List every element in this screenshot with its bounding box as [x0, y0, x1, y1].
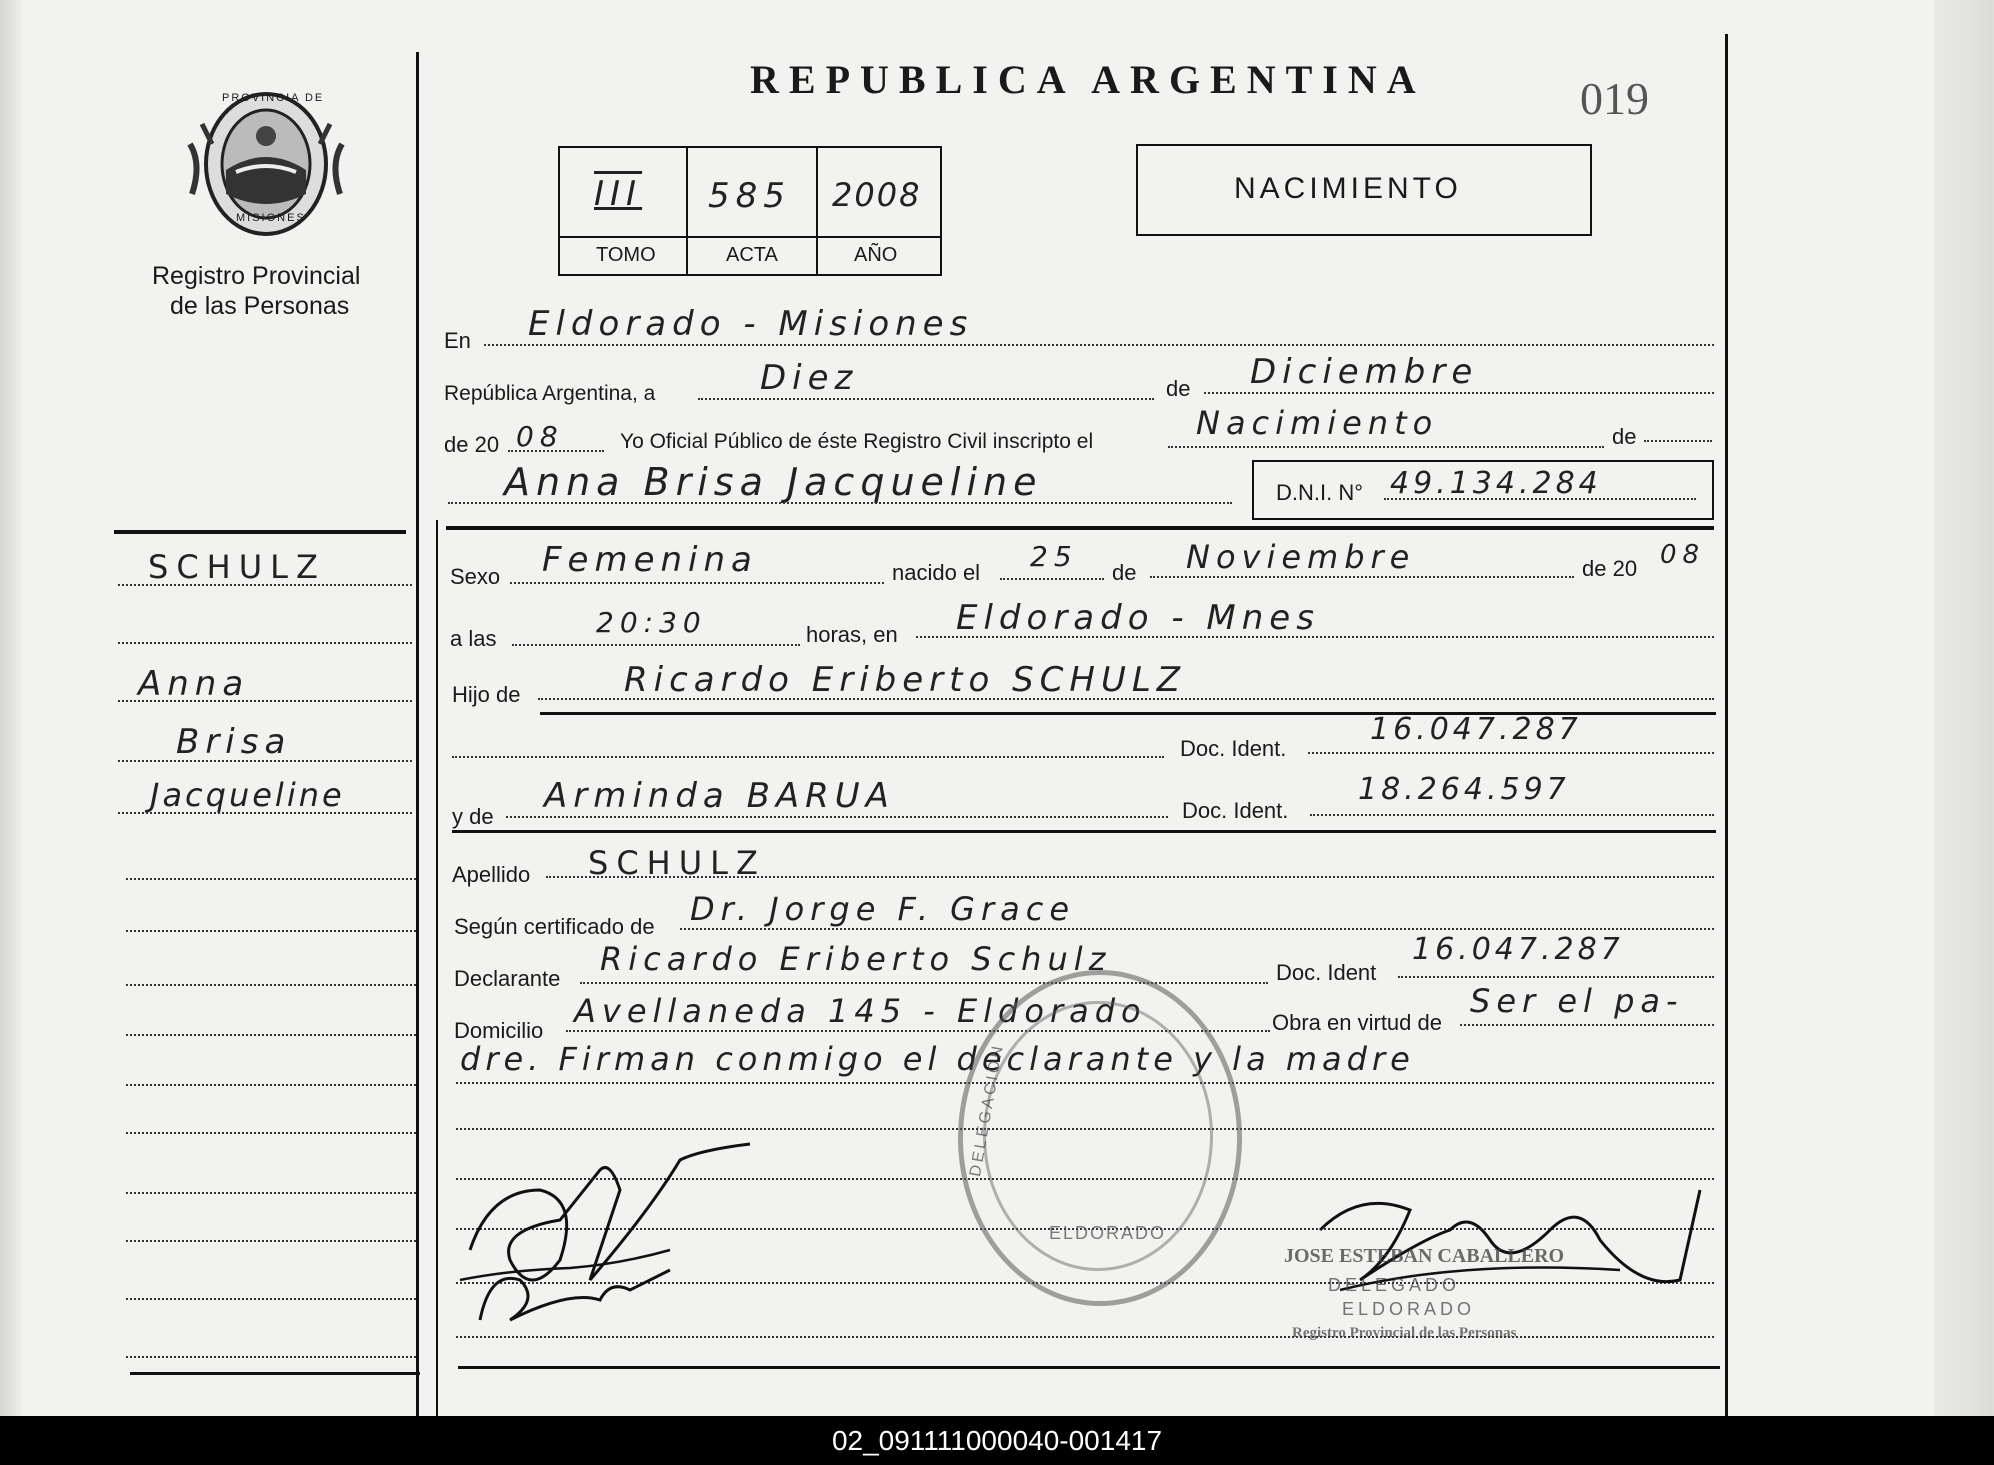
- dni-label: D.N.I. N°: [1276, 480, 1364, 505]
- sidebar-line-13: [126, 1240, 416, 1242]
- sidebar-line-2: [118, 642, 412, 644]
- registry-name-line2: de las Personas: [170, 292, 350, 320]
- page-edge: [1934, 0, 1994, 1416]
- mother-doc-value: 18.264.597: [1358, 772, 1570, 807]
- dni-box: [1252, 460, 1714, 520]
- bottom-rule: [458, 1366, 1720, 1369]
- document-title: REPUBLICA ARGENTINA: [750, 57, 1426, 102]
- day-value: Diez: [760, 358, 859, 398]
- seal-text-left: DELEGACIÓN: [967, 1042, 1008, 1178]
- sidebar-line-12: [126, 1192, 416, 1194]
- de-label-1: de: [1166, 376, 1191, 401]
- sexo-label: Sexo: [450, 564, 501, 589]
- sidebar-top-rule: [114, 530, 406, 534]
- father-doc-line: [1308, 752, 1714, 754]
- child-name-line: [448, 502, 1232, 504]
- stamp-line4: Registro Provincial de las Personas: [1292, 1325, 1517, 1341]
- tomo-label: TOMO: [596, 244, 656, 266]
- sidebar-line-8: [126, 984, 416, 986]
- mother-rule: [452, 830, 1716, 833]
- hour-value: 20:30: [596, 606, 707, 639]
- registry-seal-stamp: [958, 970, 1242, 1306]
- sidebar-line-11: [126, 1132, 416, 1134]
- day-line: [698, 398, 1154, 400]
- obra-label: Obra en virtud de: [1272, 1010, 1442, 1035]
- birth-month-line: [1150, 576, 1574, 578]
- en-label: En: [444, 328, 471, 353]
- de-label-2: de: [1612, 424, 1637, 449]
- en-value: Eldorado - Misiones: [528, 304, 974, 344]
- year-line: [508, 450, 604, 452]
- month-line: [1204, 392, 1714, 394]
- birth-month-value: Noviembre: [1186, 538, 1416, 576]
- hijo-label: Hijo de: [452, 682, 521, 707]
- sidebar-line-9: [126, 1034, 416, 1036]
- doc-ident-label-3: Doc. Ident: [1276, 960, 1377, 985]
- sidebar-surname: SCHULZ: [148, 548, 326, 586]
- sidebar-line-15: [126, 1356, 416, 1358]
- acta-value: 585: [708, 176, 791, 216]
- birth-day-value: 25: [1030, 540, 1078, 573]
- republica-label: República Argentina, a: [444, 382, 656, 405]
- tomo-value: III: [594, 174, 643, 214]
- scan-reference: 02_091111000040-001417: [831, 1425, 1163, 1456]
- registry-name-line1: Registro Provincial: [152, 262, 361, 290]
- domicilio-label: Domicilio: [454, 1018, 544, 1043]
- dni-line: [1384, 498, 1696, 500]
- apellido-value: SCHULZ: [588, 844, 766, 882]
- sidebar-bottom-rule: [130, 1372, 420, 1375]
- doc-ident-label-2: Doc. Ident.: [1182, 798, 1289, 823]
- sidebar-divider: [436, 520, 438, 1416]
- oficial-label: Yo Oficial Público de éste Registro Civil inscripto el: [620, 430, 1094, 453]
- sexo-line: [510, 582, 884, 584]
- sidebar-line-10: [126, 1084, 416, 1086]
- certificado-line: [680, 928, 1714, 930]
- month-value: Diciembre: [1250, 352, 1479, 392]
- record-box: [558, 146, 942, 276]
- declarante-value: Ricardo Eriberto Schulz: [600, 940, 1112, 978]
- document-type-label: NACIMIENTO: [1234, 172, 1462, 205]
- certificado-value: Dr. Jorge F. Grace: [690, 890, 1076, 928]
- father-value: Ricardo Eriberto SCHULZ: [624, 660, 1187, 700]
- sidebar-line-4: [118, 760, 412, 762]
- declarante-label: Declarante: [454, 966, 561, 991]
- de20-label: de 20: [444, 432, 500, 457]
- birth-place-value: Eldorado - Mnes: [956, 598, 1320, 638]
- de20-label-2: de 20: [1582, 556, 1638, 581]
- right-frame-line: [1725, 34, 1728, 1416]
- scan-reference-bar: [0, 1416, 1994, 1465]
- acta-label: ACTA: [726, 244, 778, 266]
- birth-day-line: [1000, 578, 1104, 580]
- mother-value: Arminda BARUA: [544, 776, 895, 816]
- sidebar-line-3: [118, 700, 412, 702]
- yde-label: y de: [452, 804, 494, 829]
- de-line-2: [1644, 440, 1712, 442]
- sidebar-line-6: [126, 878, 416, 880]
- binding-gutter: [0, 0, 22, 1416]
- logo-arc-bottom-text: MISIONES: [236, 212, 306, 224]
- section-rule: [446, 526, 1714, 530]
- year-suffix-value: 08: [516, 420, 564, 453]
- de-label-3: de: [1112, 560, 1137, 585]
- horas-label: horas, en: [806, 622, 898, 647]
- obra-line: [1460, 1024, 1714, 1026]
- sidebar-given-1: Anna: [138, 664, 250, 704]
- mother-line: [506, 816, 1168, 818]
- declarante-doc-value: 16.047.287: [1412, 932, 1624, 967]
- sidebar-line-7: [126, 930, 416, 932]
- child-name-value: Anna Brisa Jacqueline: [504, 460, 1043, 504]
- nacido-label: nacido el: [892, 560, 981, 585]
- doc-ident-label-1: Doc. Ident.: [1180, 736, 1287, 761]
- inscripto-value: Nacimiento: [1196, 404, 1439, 442]
- certificado-label: Según certificado de: [454, 914, 655, 939]
- document-type-box: [1136, 144, 1592, 236]
- stamp-line2: DELEGADO: [1328, 1275, 1461, 1295]
- anio-value: 2008: [832, 176, 922, 214]
- apellido-label: Apellido: [452, 862, 531, 887]
- declarant-signature: [450, 1130, 770, 1330]
- birth-year-value: 08: [1660, 540, 1706, 570]
- declarante-line: [580, 982, 1268, 984]
- anio-label: AÑO: [854, 244, 898, 266]
- sidebar-line-5: [118, 812, 412, 814]
- sidebar-given-2: Brisa: [176, 722, 292, 762]
- inscripto-line: [1168, 446, 1604, 448]
- alas-label: a las: [450, 626, 497, 651]
- sidebar-given-3: Jacqueline: [150, 776, 345, 814]
- en-line: [484, 344, 1714, 346]
- domicilio-value: Avellaneda 145 - Eldorado: [574, 992, 1147, 1030]
- hour-line: [512, 644, 800, 646]
- corner-folio-number: 019: [1580, 73, 1649, 124]
- left-frame-line: [416, 52, 419, 1416]
- obra-value: Ser el pa-: [1470, 982, 1684, 1020]
- logo-arc-top-text: PROVINCIA DE: [222, 92, 325, 104]
- father-cont-line: [452, 756, 1164, 758]
- declarante-doc-line: [1398, 976, 1714, 978]
- stamp-line3: ELDORADO: [1342, 1299, 1476, 1319]
- continuation-value: dre. Firman conmigo el declarante y la madre: [460, 1040, 1415, 1078]
- seal-text-bottom: ELDORADO: [1049, 1223, 1167, 1243]
- sexo-value: Femenina: [542, 540, 758, 580]
- sidebar-line-14: [126, 1298, 416, 1300]
- stamp-line1: JOSE ESTEBAN CABALLERO: [1284, 1245, 1565, 1267]
- mother-doc-line: [1310, 814, 1714, 816]
- father-doc-value: 16.047.287: [1370, 712, 1582, 747]
- sidebar-line-1: [118, 584, 412, 586]
- dni-value: 49.134.284: [1390, 466, 1602, 501]
